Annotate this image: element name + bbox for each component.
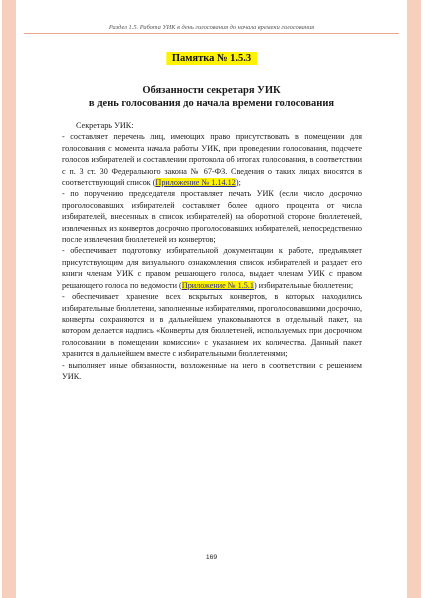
duty-item-3 (62, 245, 362, 291)
intro-paragraph: Секретарь УИК: (76, 121, 134, 130)
running-header: Раздел 1.5. Работа УИК в день голосования до начала времени голосования (108, 24, 315, 31)
appendix-link-1-14-12[interactable]: Приложение № 1.14.12 (155, 178, 236, 188)
memo-title: Памятка № 1.5.3 (166, 52, 257, 65)
header-divider (24, 33, 399, 34)
duty-item-3-end: ) избирательные бюллетени; (254, 280, 354, 290)
left-margin-bar (2, 0, 16, 598)
body-text (62, 120, 362, 382)
duty-item-1-text: - составляет перечень лиц, имеющих право присутствовать в помещении для голосования с момента начала работы УИК, при проведении голосования, подсчете голосов избирателей и составлении протокола об итогах голосования, в соответствии с п. 3 ст. 30 Федерального закона № 67-ФЗ. Сведения о таких лицах вносятся в соответствующий список ( (62, 132, 362, 188)
heading-line-2: в день голосования до начала времени голосования (88, 98, 335, 109)
appendix-link-1-5-1[interactable]: Приложение № 1.5.1 (181, 280, 255, 290)
duty-item-3-text: - обеспечивает подготовку избирательной документации к работе, предъявляет присутствующим для визуального ознакомления список избирателей и раздает его книги членам УИК с правом решающего голоса, выдает членам УИК с правом решающего голоса по ведомости ( (62, 246, 362, 290)
duty-item-1 (62, 131, 362, 188)
duty-item-1-end: ); (235, 178, 241, 188)
page-number: 169 (205, 554, 218, 561)
duty-item-2: - по поручению председателя проставляет печать УИК (если число досрочно проголосовавших избирателей составляет более одного процента от числа избирателей, внесенных в список избирателей) на оборотной стороне бюллетеней, извлеченных из конвертов досрочно проголосовавших избирателей, непосредственно после извлечения бюллетеней из конвертов; (62, 189, 362, 245)
heading-line-1: Обязанности секретаря УИК (142, 85, 281, 96)
right-margin-bar (407, 0, 421, 598)
duty-item-5: - выполняет иные обязанности, возложенные на него в соответствии с решением УИК. (62, 360, 362, 381)
document-heading (40, 84, 383, 110)
duty-item-4: - обеспечивает хранение всех вскрытых конвертов, в которых находились избирательные бюллетени, заполненные избирателями, проголосовавшими досрочно, конверты сохраняются и в дальнейшем упаковываются в отдельный пакет, на котором делается надпись «Конверты для бюллетеней, используемых при досрочном голосовании в помещении комиссии» с указанием их количества. Данный пакет хранится в дальнейшем вместе с избирательными бюллетенями; (62, 292, 362, 359)
